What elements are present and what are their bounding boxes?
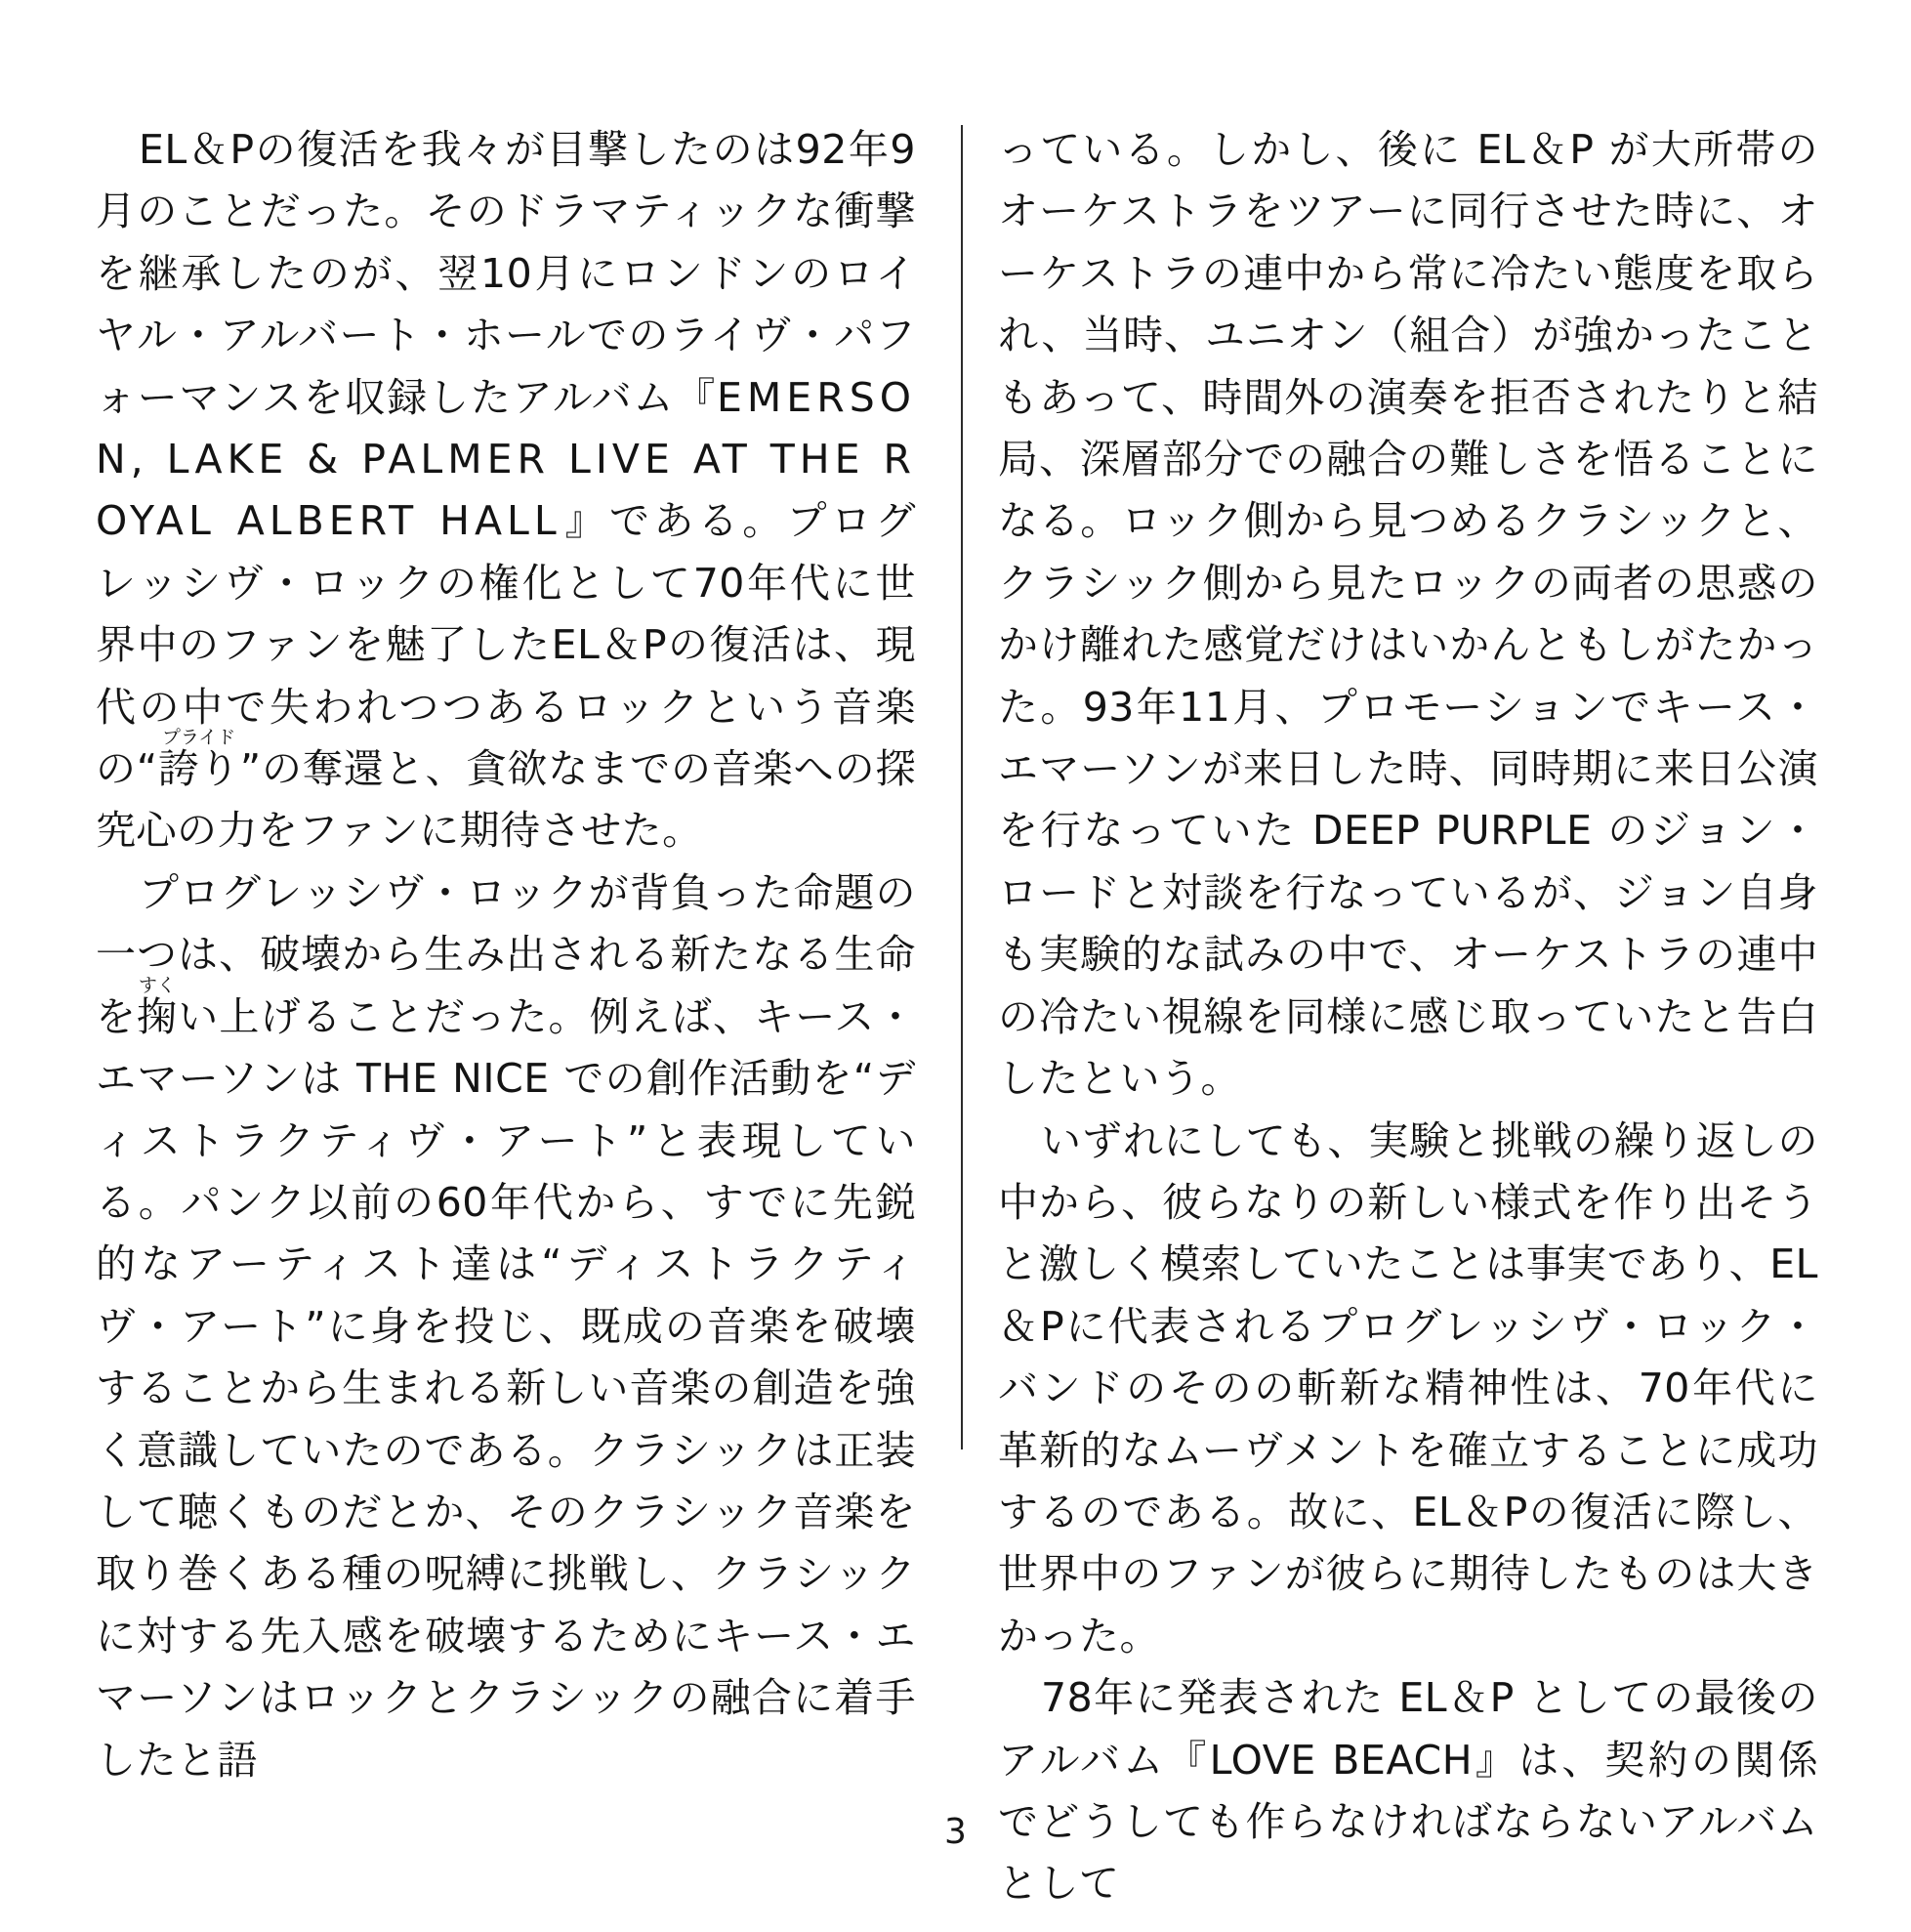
left-text-column bbox=[96, 119, 916, 1791]
para-3-run-a: っている。しかし、後に EL＆P が大所帯のオーケストラをツアーに同行させた時に、オーケストラの連中から常に冷たい態度を取られ、当時、ユニオン（組合）が強かったこともあって、時間外の演奏を拒否されたりと結局、深層部分での融合の難しさを悟ることになる。ロック側から見つめるクラシックと、クラシック側から見たロックの両者の思惑のかけ離れた感覚だけはいかんともしがたかった。93年11月、プロモーションでキース・エマーソンが来日した時、同時期に来日公演を行なっていた bbox=[998, 126, 1818, 855]
para-2-run-b: い上げることだった。例えば、キース・エマーソンは bbox=[96, 992, 917, 1103]
ruby-reading-suku: すく bbox=[137, 974, 178, 996]
ruby-suku: 掬すく bbox=[137, 974, 179, 1040]
paragraph-4: いずれにしても、実験と挑戦の繰り返しの中から、彼らなりの新しい様式を作り出そうと激しく模索していたことは事実であり、EL＆Pに代表されるプログレッシヴ・ロック・バンドのそのの斬新な精神性は、70年代に革新的なムーヴメントを確立することに成功するのである。故に、EL＆Pの復活に際し、世界中のファンが彼らに期待したものは大きかった。 bbox=[998, 1116, 1818, 1659]
para-5-run-a: 78年に発表された EL＆P としての最後のアルバム『 bbox=[998, 1674, 1818, 1784]
para-5-run-b: 』は、契約の関係でどうしても作らなければならないアルバムとして bbox=[998, 1736, 1818, 1908]
ruby-pride: 誇りプライド bbox=[157, 727, 240, 793]
para-1-run-b: 』である。プログレッシヴ・ロックの権化として70年代に世界中のファンを魅了したEL＆Pの復活は、現代の中で失われつつあるロックという音楽の“ bbox=[96, 497, 916, 793]
para-2-run-c: での創作活動を“ディストラクティヴ・アート”と表現している。パンク以前の60年代から、すでに先鋭的なアーティスト達は“ディストラクティヴ・アート”に身を投じ、既成の音楽を破壊することから生まれる新しい音楽の創造を強く意識していたのである。クラシックは正装して聴くものだとか、そのクラシック音楽を取り巻くある種の呪縛に挑戦し、クラシックに対する先入感を破壊するためにキース・エマーソンはロックとクラシックの融合に着手したと語 bbox=[96, 1055, 916, 1784]
paragraph-1 bbox=[96, 119, 916, 862]
album-title-love-beach: LOVE BEACH bbox=[1209, 1736, 1474, 1784]
para-1-run-c: ”の奪還と、貪欲なまでの音楽への探究心の力をファンに期待させた。 bbox=[96, 745, 916, 855]
para-1-run-a: EL＆Pの復活を我々が目撃したのは92年9月のことだった。そのドラマティックな衝撃を継承したのが、翌10月にロンドンのロイヤル・アルバート・ホールでのライヴ・パフォーマンスを収録したアルバム『 bbox=[96, 126, 916, 421]
para-3-run-b: のジョン・ロードと対談を行なっているが、ジョン自身も実験的な試みの中で、オーケストラの連中の冷たい視線を同様に感じ取っていたと告白したという。 bbox=[998, 807, 1818, 1103]
paragraph-2 bbox=[96, 862, 916, 1791]
album-title-royal-albert-hall: EMERSON, LAKE & PALMER LIVE AT THE ROYAL ALBERT HALL bbox=[96, 373, 916, 545]
page-number: 3 bbox=[944, 1812, 967, 1852]
para-2-run-a: プログレッシヴ・ロックが背負った命題の一つは、破壊から生み出される新たなる生命を bbox=[96, 868, 916, 1040]
band-name-deep-purple: DEEP PURPLE bbox=[1311, 807, 1593, 855]
paragraph-3 bbox=[998, 119, 1818, 1111]
paragraph-5 bbox=[998, 1667, 1818, 1915]
band-name-the-nice: THE NICE bbox=[356, 1055, 550, 1103]
ruby-reading-pride: プライド bbox=[157, 727, 240, 749]
right-text-column bbox=[998, 119, 1818, 1915]
